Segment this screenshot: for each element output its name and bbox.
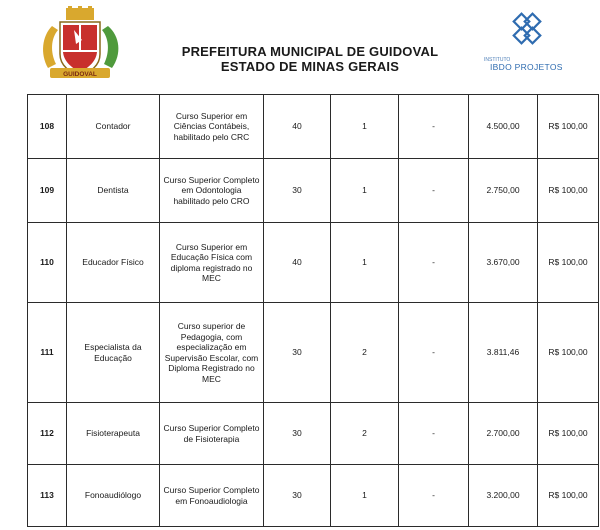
table-row: [28, 223, 599, 303]
cell-role: Contador: [67, 95, 160, 159]
positions-table: [27, 94, 599, 527]
cell-requirement: Curso superior de Pedagogia, com especialização em Supervisão Escolar, com Diploma Registrado no MEC: [160, 303, 264, 403]
cell-fee: R$ 100,00: [538, 223, 599, 303]
table-row: [28, 159, 599, 223]
title-line-2: ESTADO DE MINAS GERAIS: [220, 59, 400, 74]
cell-reserve: -: [399, 159, 469, 223]
cell-salary: 3.200,00: [469, 465, 538, 527]
ibdo-logo: [478, 10, 578, 70]
cell-hours: 30: [264, 159, 331, 223]
cell-reserve: -: [399, 465, 469, 527]
cell-requirement: Curso Superior Completo em Odontologia habilitado pelo CRO: [160, 159, 264, 223]
cell-vacancies: 1: [331, 223, 399, 303]
cell-salary: 4.500,00: [469, 95, 538, 159]
crest-banner-text: GUIDOVAL: [63, 71, 97, 78]
cell-code: 113: [28, 465, 67, 527]
cell-requirement: Curso Superior Completo em Fonoaudiologia: [160, 465, 264, 527]
guidoval-crest-logo: [38, 6, 122, 82]
cell-salary: 2.700,00: [469, 403, 538, 465]
cell-vacancies: 1: [331, 159, 399, 223]
cell-reserve: -: [399, 223, 469, 303]
cell-salary: 3.811,46: [469, 303, 538, 403]
cell-code: 112: [28, 403, 67, 465]
cell-salary: 3.670,00: [469, 223, 538, 303]
cell-reserve: -: [399, 403, 469, 465]
cell-fee: R$ 100,00: [538, 465, 599, 527]
cell-hours: 30: [264, 465, 331, 527]
cell-requirement: Curso Superior em Educação Física com diploma registrado no MEC: [160, 223, 264, 303]
cell-hours: 40: [264, 95, 331, 159]
document-title: [150, 44, 470, 74]
title-line-1: PREFEITURA MUNICIPAL DE GUIDOVAL: [181, 44, 439, 59]
cell-hours: 40: [264, 223, 331, 303]
cell-vacancies: 2: [331, 303, 399, 403]
cell-role: Fonoaudiólogo: [67, 465, 160, 527]
cell-code: 111: [28, 303, 67, 403]
cell-requirement: Curso Superior em Ciências Contábeis, habilitado pelo CRC: [160, 95, 264, 159]
cell-salary: 2.750,00: [469, 159, 538, 223]
cell-role: Dentista: [67, 159, 160, 223]
cell-fee: R$ 100,00: [538, 403, 599, 465]
cell-hours: 30: [264, 303, 331, 403]
cell-code: 109: [28, 159, 67, 223]
cell-code: 110: [28, 223, 67, 303]
cell-role: Fisioterapeuta: [67, 403, 160, 465]
cell-reserve: -: [399, 95, 469, 159]
table-row: [28, 403, 599, 465]
cell-reserve: -: [399, 303, 469, 403]
cell-hours: 30: [264, 403, 331, 465]
cell-code: 108: [28, 95, 67, 159]
cell-vacancies: 2: [331, 403, 399, 465]
ibdo-diamond-icon: [478, 10, 578, 56]
ibdo-name-label: IBDO PROJETOS: [490, 62, 563, 72]
cell-fee: R$ 100,00: [538, 303, 599, 403]
table-row: [28, 303, 599, 403]
cell-vacancies: 1: [331, 95, 399, 159]
ibdo-small-label: INSTITUTO: [484, 57, 511, 63]
cell-role: Educador Físico: [67, 223, 160, 303]
cell-role: Especialista da Educação: [67, 303, 160, 403]
cell-fee: R$ 100,00: [538, 95, 599, 159]
table-row: [28, 95, 599, 159]
table-row: [28, 465, 599, 527]
cell-requirement: Curso Superior Completo de Fisioterapia: [160, 403, 264, 465]
cell-vacancies: 1: [331, 465, 399, 527]
cell-fee: R$ 100,00: [538, 159, 599, 223]
page-header: [0, 0, 600, 92]
